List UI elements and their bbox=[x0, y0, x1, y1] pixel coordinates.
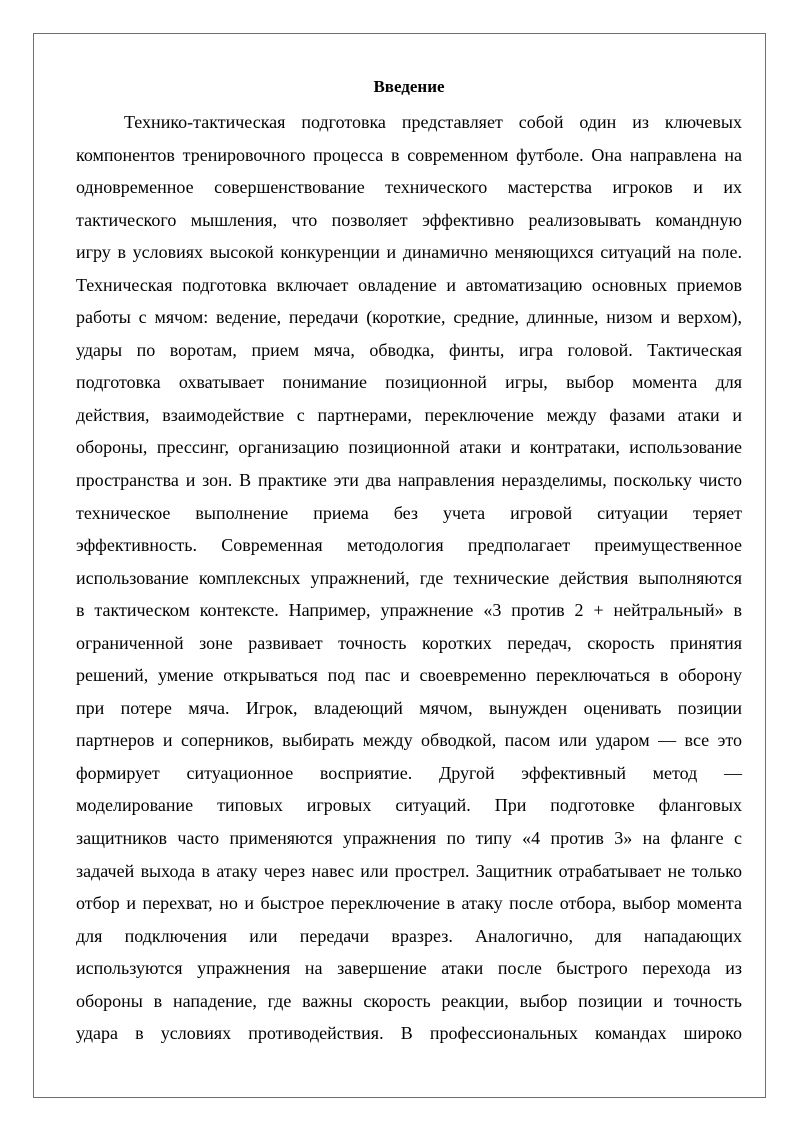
text-line: для подключения или передачи вразрез. Аналогично, для нападающих bbox=[76, 925, 742, 946]
text-line: обороны, прессинг, организацию позиционной атаки и контратаки, использование bbox=[76, 437, 742, 458]
text-line: используются упражнения на завершение атаки после быстрого перехода из bbox=[76, 958, 742, 979]
text-line: моделирование типовых игровых ситуаций. При подготовке фланговых bbox=[76, 795, 742, 816]
text-line: Технико-тактическая подготовка представляет собой один из ключевых bbox=[124, 112, 742, 132]
text-line: пространства и зон. В практике эти два направления неразделимы, поскольку чисто bbox=[76, 470, 742, 491]
text-line: отбор и перехват, но и быстрое переключение в атаку после отбора, выбор момента bbox=[76, 893, 742, 914]
text-line: действия, взаимодействие с партнерами, переключение между фазами атаки и bbox=[76, 404, 742, 425]
text-line: удары по воротам, прием мяча, обводка, финты, игра головой. Тактическая bbox=[76, 339, 742, 360]
text-line: работы с мячом: ведение, передачи (короткие, средние, длинные, низом и верхом), bbox=[76, 307, 742, 328]
text-line: одновременное совершенствование технического мастерства игроков и их bbox=[76, 177, 742, 198]
text-line: в тактическом контексте. Например, упражнение «3 против 2 + нейтральный» в bbox=[76, 600, 742, 621]
text-line: техническое выполнение приема без учета игровой ситуации теряет bbox=[76, 502, 742, 523]
text-line: подготовка охватывает понимание позиционной игры, выбор момента для bbox=[76, 372, 742, 393]
text-line: при потере мяча. Игрок, владеющий мячом, вынужден оценивать позиции bbox=[76, 697, 742, 718]
text-line: тактического мышления, что позволяет эффективно реализовывать командную bbox=[76, 209, 742, 230]
text-line: использование комплексных упражнений, где технические действия выполняются bbox=[76, 567, 742, 588]
text-line: решений, умение открываться под пас и своевременно переключаться в оборону bbox=[76, 665, 742, 686]
text-line: игру в условиях высокой конкуренции и динамично меняющихся ситуаций на поле. bbox=[76, 242, 742, 263]
body-paragraph bbox=[76, 106, 742, 1050]
text-line: компонентов тренировочного процесса в современном футболе. Она направлена на bbox=[76, 144, 742, 165]
text-line: защитников часто применяются упражнения по типу «4 против 3» на фланге с bbox=[76, 828, 742, 849]
text-line: ограниченной зоне развивает точность коротких передач, скорость принятия bbox=[76, 632, 742, 653]
document-title: Введение bbox=[373, 77, 445, 96]
text-line: Техническая подготовка включает овладение и автоматизацию основных приемов bbox=[76, 274, 742, 295]
text-line: партнеров и соперников, выбирать между обводкой, пасом или ударом — все это bbox=[76, 730, 742, 751]
text-line: задачей выхода в атаку через навес или прострел. Защитник отрабатывает не только bbox=[76, 860, 742, 881]
text-line: формирует ситуационное восприятие. Другой эффективный метод — bbox=[76, 762, 742, 783]
text-line: удара в условиях противодействия. В профессиональных командах широко bbox=[76, 1023, 742, 1044]
text-line: обороны в нападение, где важны скорость реакции, выбор позиции и точность bbox=[76, 990, 742, 1011]
text-line: эффективность. Современная методология предполагает преимущественное bbox=[76, 535, 742, 556]
